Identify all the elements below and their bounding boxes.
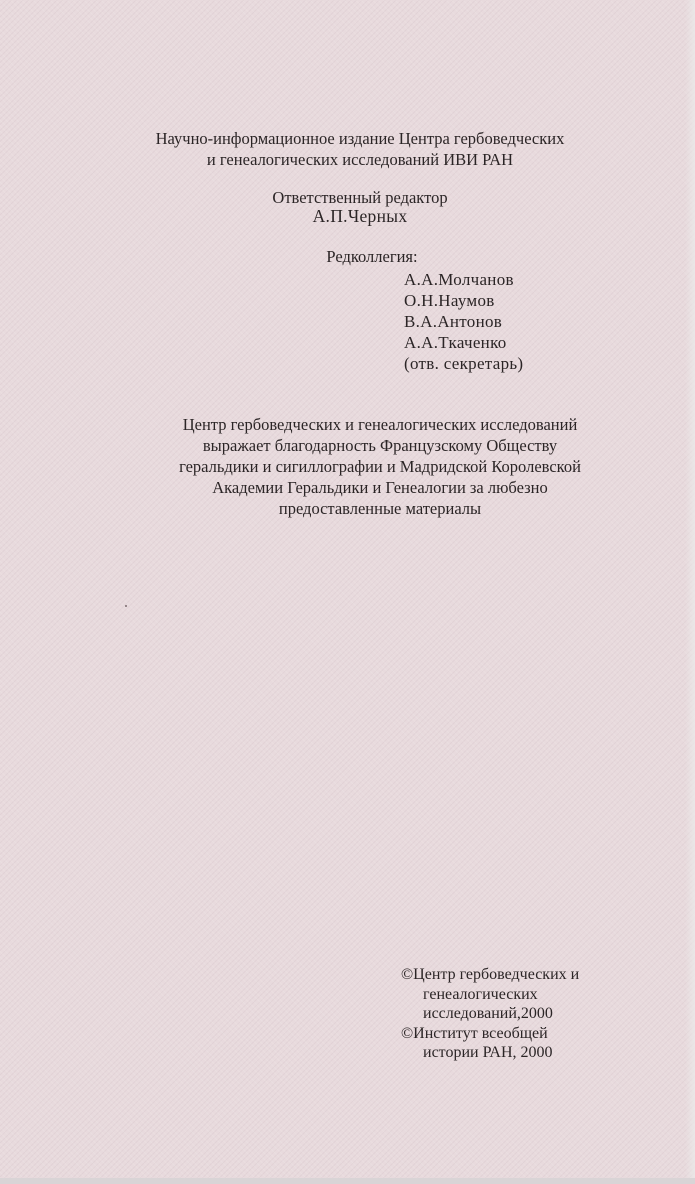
copyright-block xyxy=(401,965,579,1063)
acknowledgment-line: предоставленные материалы xyxy=(278,499,482,518)
board-member: А.А.Ткаченко xyxy=(404,333,507,352)
copyright-entry-2-line-2: истории РАН, 2000 xyxy=(423,1044,553,1061)
acknowledgment-line: Академии Геральдики и Генеалогии за любезно xyxy=(212,478,548,497)
header-line-1: Научно-информационное издание Центра гербоведческих xyxy=(155,129,565,148)
header-line-2: и генеалогических исследований ИВИ РАН xyxy=(206,150,514,169)
board-member: О.Н.Наумов xyxy=(404,291,495,310)
page-bottom-edge xyxy=(0,1178,695,1184)
board-members-list xyxy=(404,269,523,374)
acknowledgment-paragraph xyxy=(110,414,650,519)
acknowledgment-line: выражает благодарность Французскому Обществу xyxy=(202,436,558,455)
page-right-edge xyxy=(685,0,695,1184)
publication-header xyxy=(110,128,610,170)
board-member: В.А.Антонов xyxy=(404,312,503,331)
copyright-entry-2-line-1: ©Институт всеобщей xyxy=(401,1024,548,1042)
acknowledgment-line: Центр гербоведческих и генеалогических исследований xyxy=(182,415,578,434)
board-member-note: (отв. секретарь) xyxy=(404,354,524,373)
editor-label: Ответственный редактор xyxy=(272,188,448,207)
copyright-entry-1-line-1: ©Центр гербоведческих и xyxy=(401,966,580,983)
paper-speck xyxy=(125,605,127,607)
editor-name: А.П.Черных xyxy=(312,206,408,226)
copyright-entry-1-line-3: исследований,2000 xyxy=(423,1005,553,1022)
board-label: Редколлегия: xyxy=(326,247,418,266)
board-member: А.А.Молчанов xyxy=(404,270,514,289)
acknowledgment-line: геральдики и сигиллографии и Мадридской Королевской xyxy=(179,457,581,476)
copyright-entry-1-line-2: генеалогических xyxy=(423,985,538,1003)
